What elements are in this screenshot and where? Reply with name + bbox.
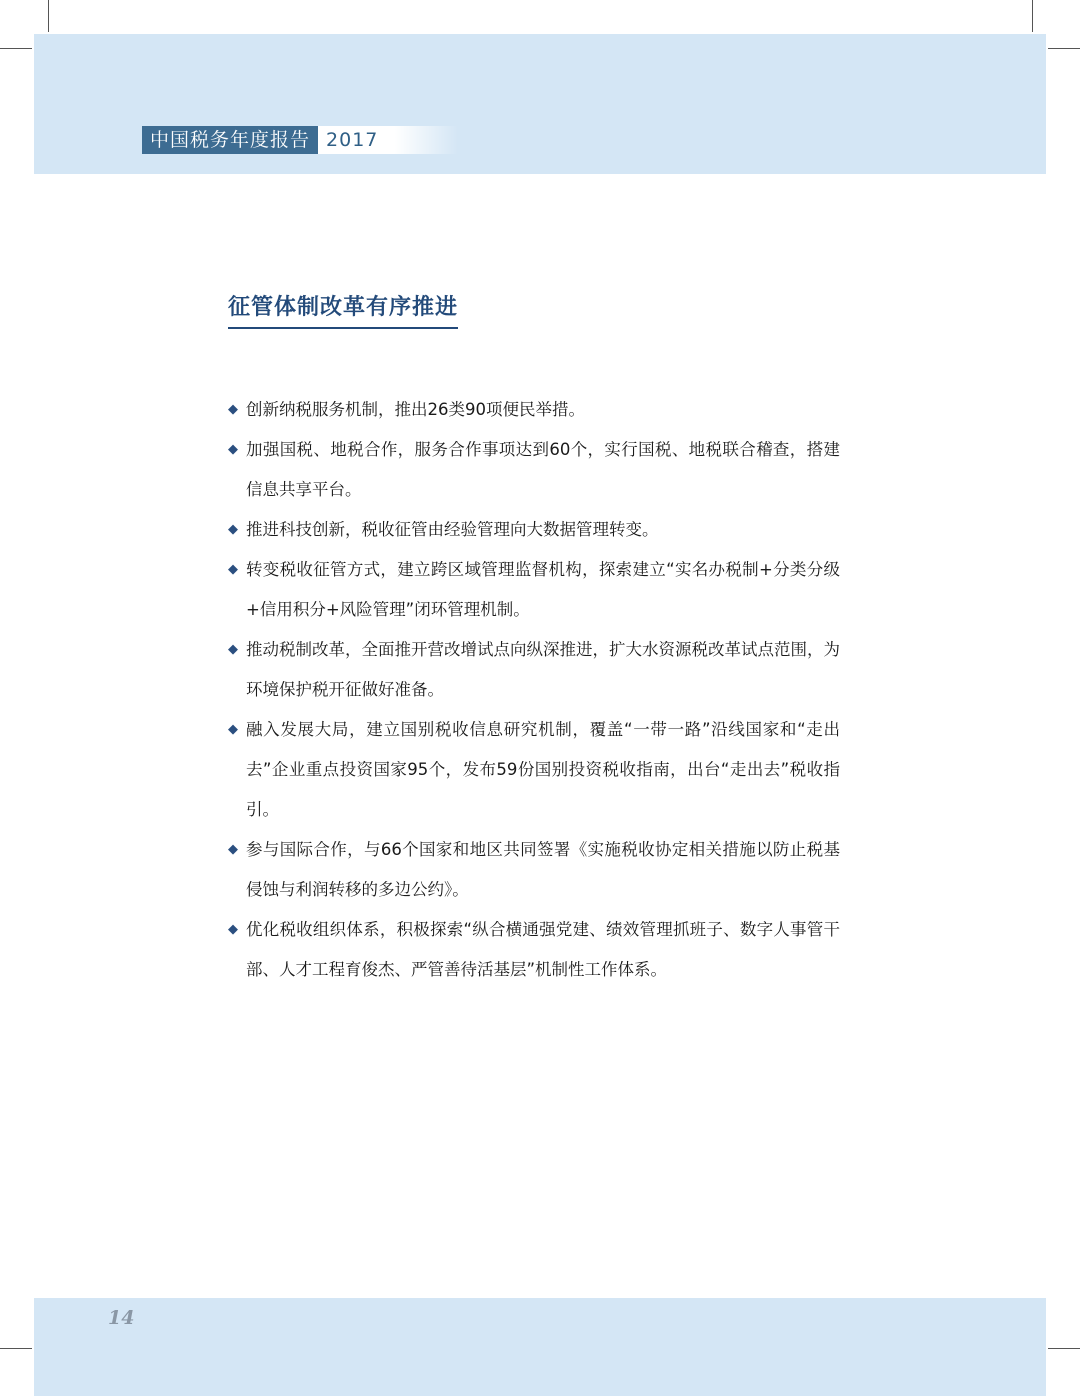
bullet-text: 创新纳税服务机制，推出26类90项便民举措。 (246, 400, 585, 419)
bullet-text: 推动税制改革，全面推开营改增试点向纵深推进，扩大水资源税改革试点范围，为环境保护税开征做好准备。 (246, 640, 840, 699)
list-item (228, 830, 840, 910)
crop-mark (0, 1348, 32, 1349)
list-item (228, 710, 840, 830)
diamond-bullet-icon: ◆ (228, 442, 238, 457)
diamond-bullet-icon: ◆ (228, 562, 238, 577)
bullet-text: 参与国际合作，与66个国家和地区共同签署《实施税收协定相关措施以防止税基侵蚀与利润转移的多边公约》。 (246, 840, 840, 899)
list-item (228, 910, 840, 990)
bullet-text: 融入发展大局，建立国别税收信息研究机制，覆盖“一带一路”沿线国家和“走出去”企业重点投资国家95个，发布59份国别投资税收指南，出台“走出去”税收指引。 (246, 720, 840, 819)
diamond-bullet-icon: ◆ (228, 722, 238, 737)
crop-mark (1048, 1348, 1080, 1349)
diamond-bullet-icon: ◆ (228, 922, 238, 937)
bullet-text: 转变税收征管方式，建立跨区域管理监督机构，探索建立“实名办税制+分类分级+信用积分+风险管理”闭环管理机制。 (246, 560, 840, 619)
diamond-bullet-icon: ◆ (228, 642, 238, 657)
diamond-bullet-icon: ◆ (228, 522, 238, 537)
diamond-bullet-icon: ◆ (228, 842, 238, 857)
bullet-text: 优化税收组织体系，积极探索“纵合横通强党建、绩效管理抓班子、数字人事管干部、人才工程育俊杰、严管善待活基层”机制性工作体系。 (246, 920, 840, 979)
crop-mark (1048, 48, 1080, 49)
footer-band (34, 1298, 1046, 1396)
list-item (228, 430, 840, 510)
report-header (142, 126, 458, 154)
bullet-list (228, 390, 840, 990)
crop-mark (48, 0, 49, 32)
page-number: 14 (108, 1307, 135, 1329)
report-title: 中国税务年度报告 (142, 126, 318, 154)
list-item (228, 630, 840, 710)
list-item (228, 390, 840, 430)
bullet-text: 推进科技创新，税收征管由经验管理向大数据管理转变。 (246, 520, 659, 539)
list-item (228, 510, 840, 550)
crop-mark (1032, 0, 1033, 32)
report-year: 2017 (318, 126, 458, 154)
diamond-bullet-icon: ◆ (228, 402, 238, 417)
bullet-text: 加强国税、地税合作，服务合作事项达到60个，实行国税、地税联合稽查，搭建信息共享平台。 (246, 440, 840, 499)
crop-mark (0, 48, 32, 49)
section-title: 征管体制改革有序推进 (228, 290, 458, 329)
list-item (228, 550, 840, 630)
